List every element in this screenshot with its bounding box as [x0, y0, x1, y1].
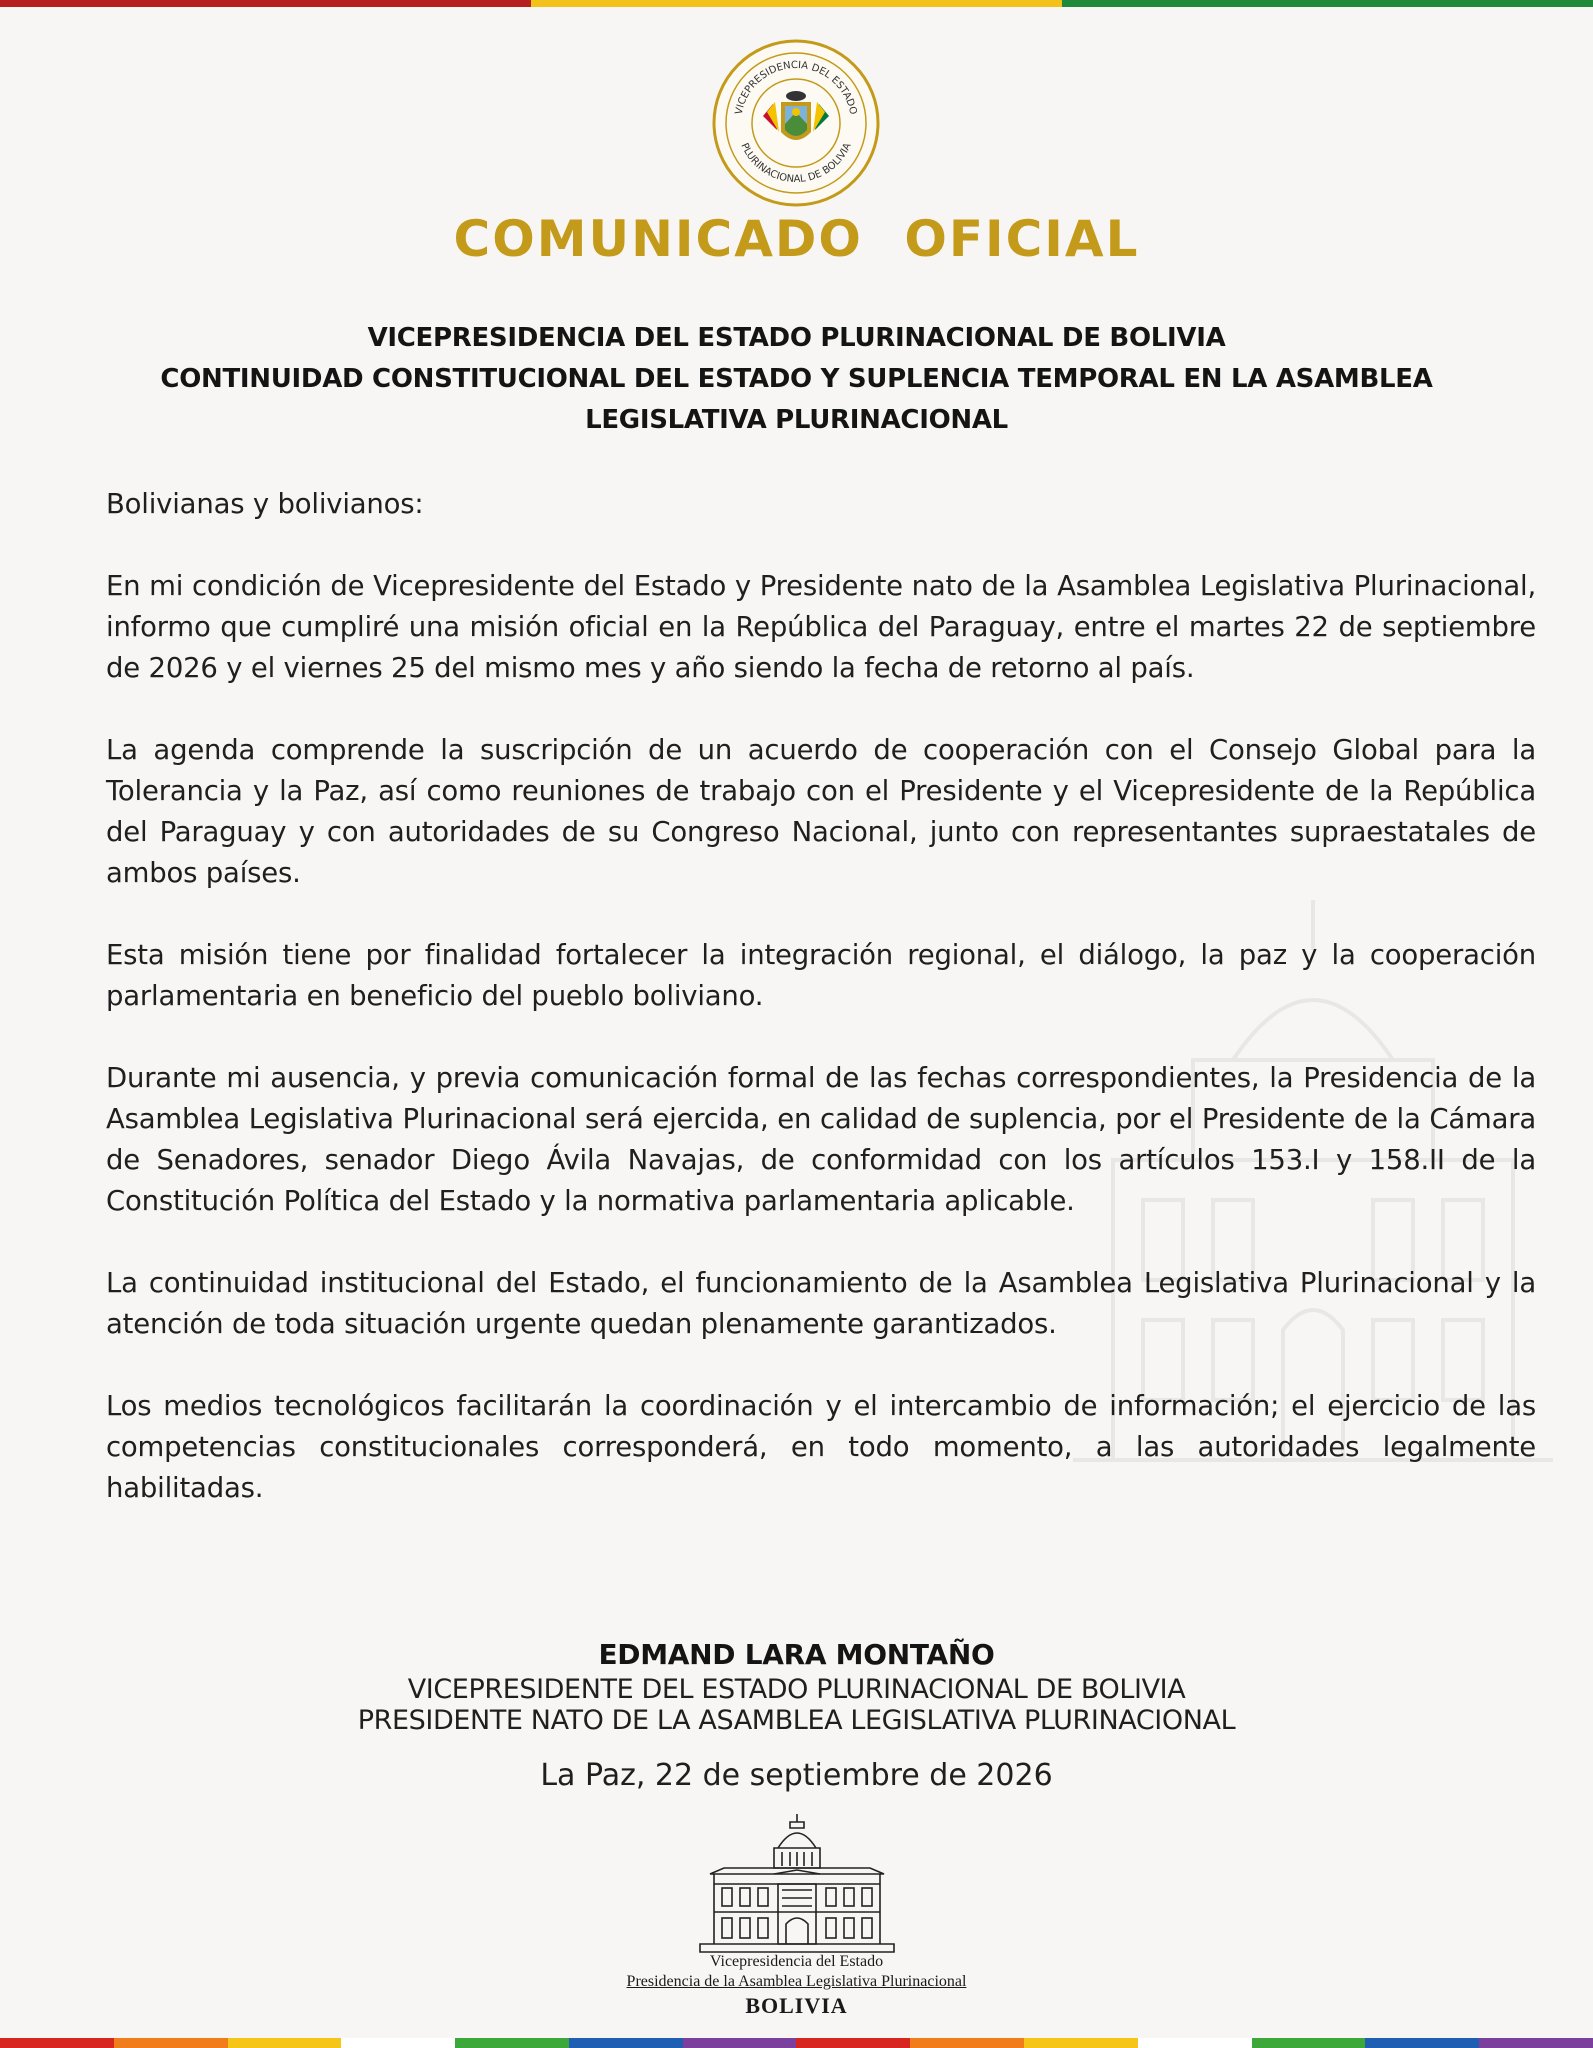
- top-color-bar: [0, 0, 1593, 7]
- top-bar-red: [0, 0, 531, 7]
- footer-institution: [0, 1952, 1593, 2020]
- bottom-bar-segment: [1365, 2038, 1479, 2048]
- top-bar-green: [1062, 0, 1593, 7]
- bottom-bar-segment: [455, 2038, 569, 2048]
- seal-arc-bottom: PLURINACIONAL DE BOLIVIA: [738, 141, 854, 186]
- vicepresidency-seal: [711, 38, 881, 208]
- subtitle-line-2: CONTINUIDAD CONSTITUCIONAL DEL ESTADO Y SUPLENCIA TEMPORAL EN LA ASAMBLEA: [160, 364, 1433, 394]
- bottom-bar-segment: [228, 2038, 342, 2048]
- signer-role-2: PRESIDENTE NATO DE LA ASAMBLEA LEGISLATIVA PLURINACIONAL: [357, 1705, 1236, 1736]
- document-subtitle: [120, 318, 1473, 441]
- paragraph-4: Durante mi ausencia, y previa comunicación formal de las fechas correspondientes, la Presidencia de la Asamblea Legislativa Plurinacional será ejercida, en calidad de suplencia, por el Presidente de la Cámara de Senadores, senador Diego Ávila Navajas, de conformidad con los artículos 153.I y 158.II de la Constitución Política del Estado y la normativa parlamentaria aplicable.: [106, 1062, 1536, 1217]
- subtitle-line-3: LEGISLATIVA PLURINACIONAL: [585, 405, 1008, 435]
- bottom-bar-segment: [114, 2038, 228, 2048]
- seal-arc-top: VICEPRESIDENCIA DEL ESTADO: [733, 59, 859, 116]
- place-date: La Paz, 22 de septiembre de 2026: [540, 1758, 1053, 1793]
- signer-role-1: VICEPRESIDENTE DEL ESTADO PLURINACIONAL DE BOLIVIA: [407, 1674, 1186, 1705]
- document-body: [106, 484, 1536, 1550]
- bottom-bar-segment: [341, 2038, 455, 2048]
- paragraph-2: La agenda comprende la suscripción de un acuerdo de cooperación con el Consejo Global para la Tolerancia y la Paz, así como reuniones de trabajo con el Presidente y el Vicepresidente de la República del Paraguay y con autoridades de su Congreso Nacional, junto con representantes supraestatales de ambos países.: [106, 734, 1536, 889]
- bottom-bar-segment: [796, 2038, 910, 2048]
- bottom-bar-segment: [569, 2038, 683, 2048]
- footer-line-2: Presidencia de la Asamblea Legislativa Plurinacional: [626, 1973, 967, 1990]
- bottom-bar-segment: [910, 2038, 1024, 2048]
- legislative-palace-icon: [690, 1812, 904, 1954]
- paragraph-1: En mi condición de Vicepresidente del Estado y Presidente nato de la Asamblea Legislativa Plurinacional, informo que cumpliré una misión oficial en la República del Paraguay, entre el martes 22 de septiembre de 2026 y el viernes 25 del mismo mes y año siendo la fecha de retorno al país.: [106, 570, 1536, 684]
- footer-line-3: BOLIVIA: [745, 1993, 848, 2018]
- paragraph-6: Los medios tecnológicos facilitarán la coordinación y el intercambio de información; el ejercicio de las competencias constitucionales corresponderá, en todo momento, a las autoridades legalmente habilitadas.: [106, 1390, 1536, 1504]
- greeting: Bolivianas y bolivianos:: [106, 488, 424, 520]
- paragraph-5: La continuidad institucional del Estado, el funcionamiento de la Asamblea Legislativa Plurinacional y la atención de toda situación urgente quedan plenamente garantizados.: [106, 1267, 1536, 1340]
- subtitle-line-1: VICEPRESIDENCIA DEL ESTADO PLURINACIONAL DE BOLIVIA: [367, 323, 1226, 353]
- paragraph-3: Esta misión tiene por finalidad fortalecer la integración regional, el diálogo, la paz y la cooperación parlamentaria en beneficio del pueblo boliviano.: [106, 939, 1536, 1012]
- signature-block: [0, 1636, 1593, 1796]
- bottom-bar-segment: [1479, 2038, 1593, 2048]
- bottom-color-bar: [0, 2038, 1593, 2048]
- footer-line-1: Vicepresidencia del Estado: [709, 1953, 884, 1970]
- top-bar-yellow: [531, 0, 1062, 7]
- bottom-bar-segment: [0, 2038, 114, 2048]
- bottom-bar-segment: [1252, 2038, 1366, 2048]
- bottom-bar-segment: [1138, 2038, 1252, 2048]
- bottom-bar-segment: [683, 2038, 797, 2048]
- document-title: COMUNICADO OFICIAL: [453, 210, 1140, 268]
- bottom-bar-segment: [1024, 2038, 1138, 2048]
- signer-name: EDMAND LARA MONTAÑO: [598, 1638, 995, 1671]
